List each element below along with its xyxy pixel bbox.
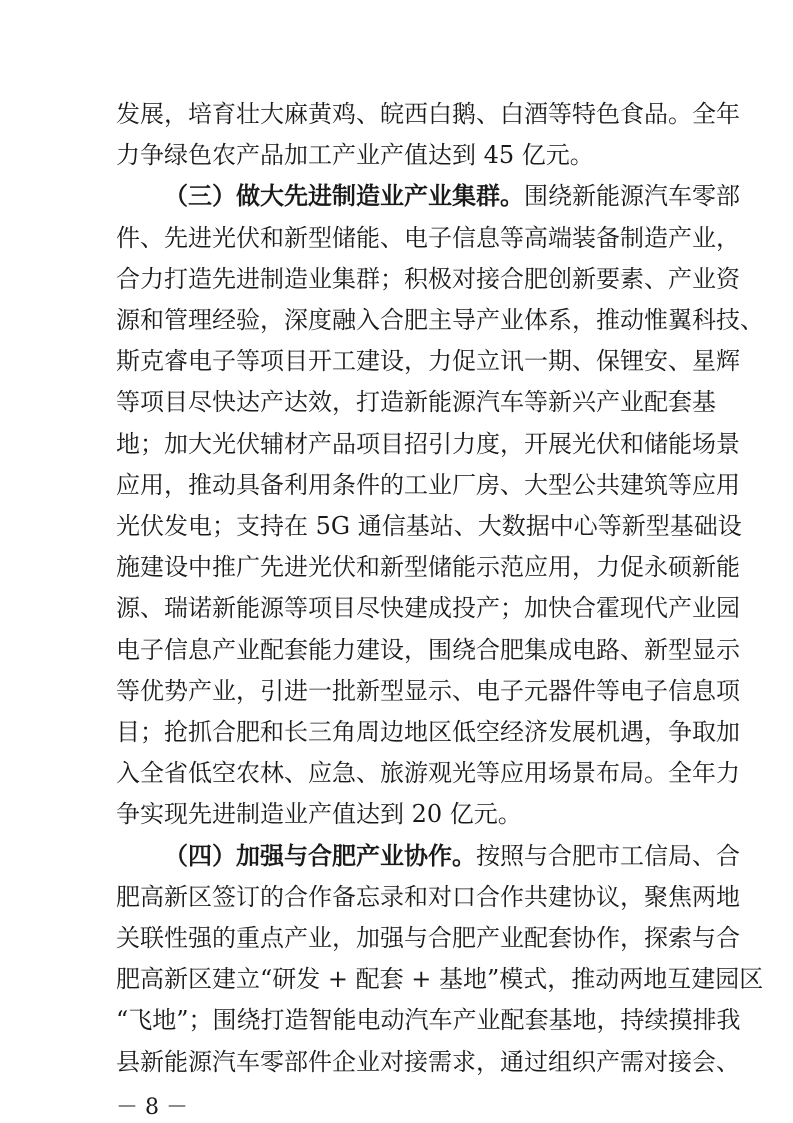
body-text-line: 等优势产业，引进一批新型显示、电子元器件等电子信息项 — [116, 676, 740, 705]
body-text-line: 县新能源汽车零部件企业对接需求，通过组织产需对接会、 — [116, 1047, 740, 1076]
body-text-line: 肥高新区签订的合作备忘录和对口合作共建协议，聚焦两地 — [116, 882, 740, 911]
body-text-line: 应用，推动具备利用条件的工业厂房、大型公共建筑等应用 — [116, 470, 740, 499]
section-3-first-line — [164, 180, 740, 212]
section-3-lead-text: 围绕新能源汽车零部 — [524, 182, 740, 211]
body-text-line: 目；抢抓合肥和长三角周边地区低空经济发展机遇，争取加 — [116, 718, 740, 746]
body-text-line: 地；加大光伏辅材产品项目招引力度，开展光伏和储能场景 — [116, 429, 740, 458]
body-text-line: “飞地”；围绕打造智能电动汽车产业配套基地，持续摸排我 — [116, 1006, 741, 1035]
body-text-line: 关联性强的重点产业，加强与合肥产业配套协作，探索与合 — [116, 924, 740, 952]
section-4-heading: （四）加强与合肥产业协作。 — [164, 840, 476, 870]
body-text-line: 光伏发电；支持在 5G 通信基站、大数据中心等新型基础设 — [116, 512, 742, 540]
body-text-line: 肥高新区建立“研发 + 配套 + 基地”模式，推动两地互建园区 — [116, 965, 764, 994]
body-text-line: 源和管理经验，深度融入合肥主导产业体系，推动惟翼科技、 — [116, 306, 764, 334]
body-text-line: 入全省低空农林、应急、旅游观光等应用场景布局。全年力 — [116, 759, 740, 788]
page-number: － 8 － — [116, 1094, 188, 1120]
body-text-line: 力争绿色农产品加工产业产值达到 45 亿元。 — [116, 141, 594, 170]
body-text-line: 斯克睿电子等项目开工建设，力促立讯一期、保锂安、星辉 — [116, 347, 740, 376]
section-4-lead-text: 按照与合肥市工信局、合 — [476, 841, 740, 870]
body-text-line: 等项目尽快达产达效，打造新能源汽车等新兴产业配套基 — [116, 388, 716, 417]
section-4-first-line — [164, 840, 740, 872]
body-text-line: 电子信息产业配套能力建设，围绕合肥集成电路、新型显示 — [116, 635, 740, 664]
body-text-line: 件、先进光伏和新型储能、电子信息等高端装备制造产业， — [116, 223, 740, 252]
section-3-heading: （三）做大先进制造业产业集群。 — [164, 181, 524, 211]
body-text-line: 合力打造先进制造业集群；积极对接合肥创新要素、产业资 — [116, 264, 740, 293]
body-text-line: 源、瑞诺新能源等项目尽快建成投产；加快合霍现代产业园 — [116, 594, 740, 623]
body-text-line: 施建设中推广先进光伏和新型储能示范应用，力促永硕新能 — [116, 553, 740, 582]
body-text-line: 争实现先进制造业产值达到 20 亿元。 — [116, 800, 522, 829]
body-text-line: 发展，培育壮大麻黄鸡、皖西白鹅、白酒等特色食品。全年 — [116, 100, 740, 128]
